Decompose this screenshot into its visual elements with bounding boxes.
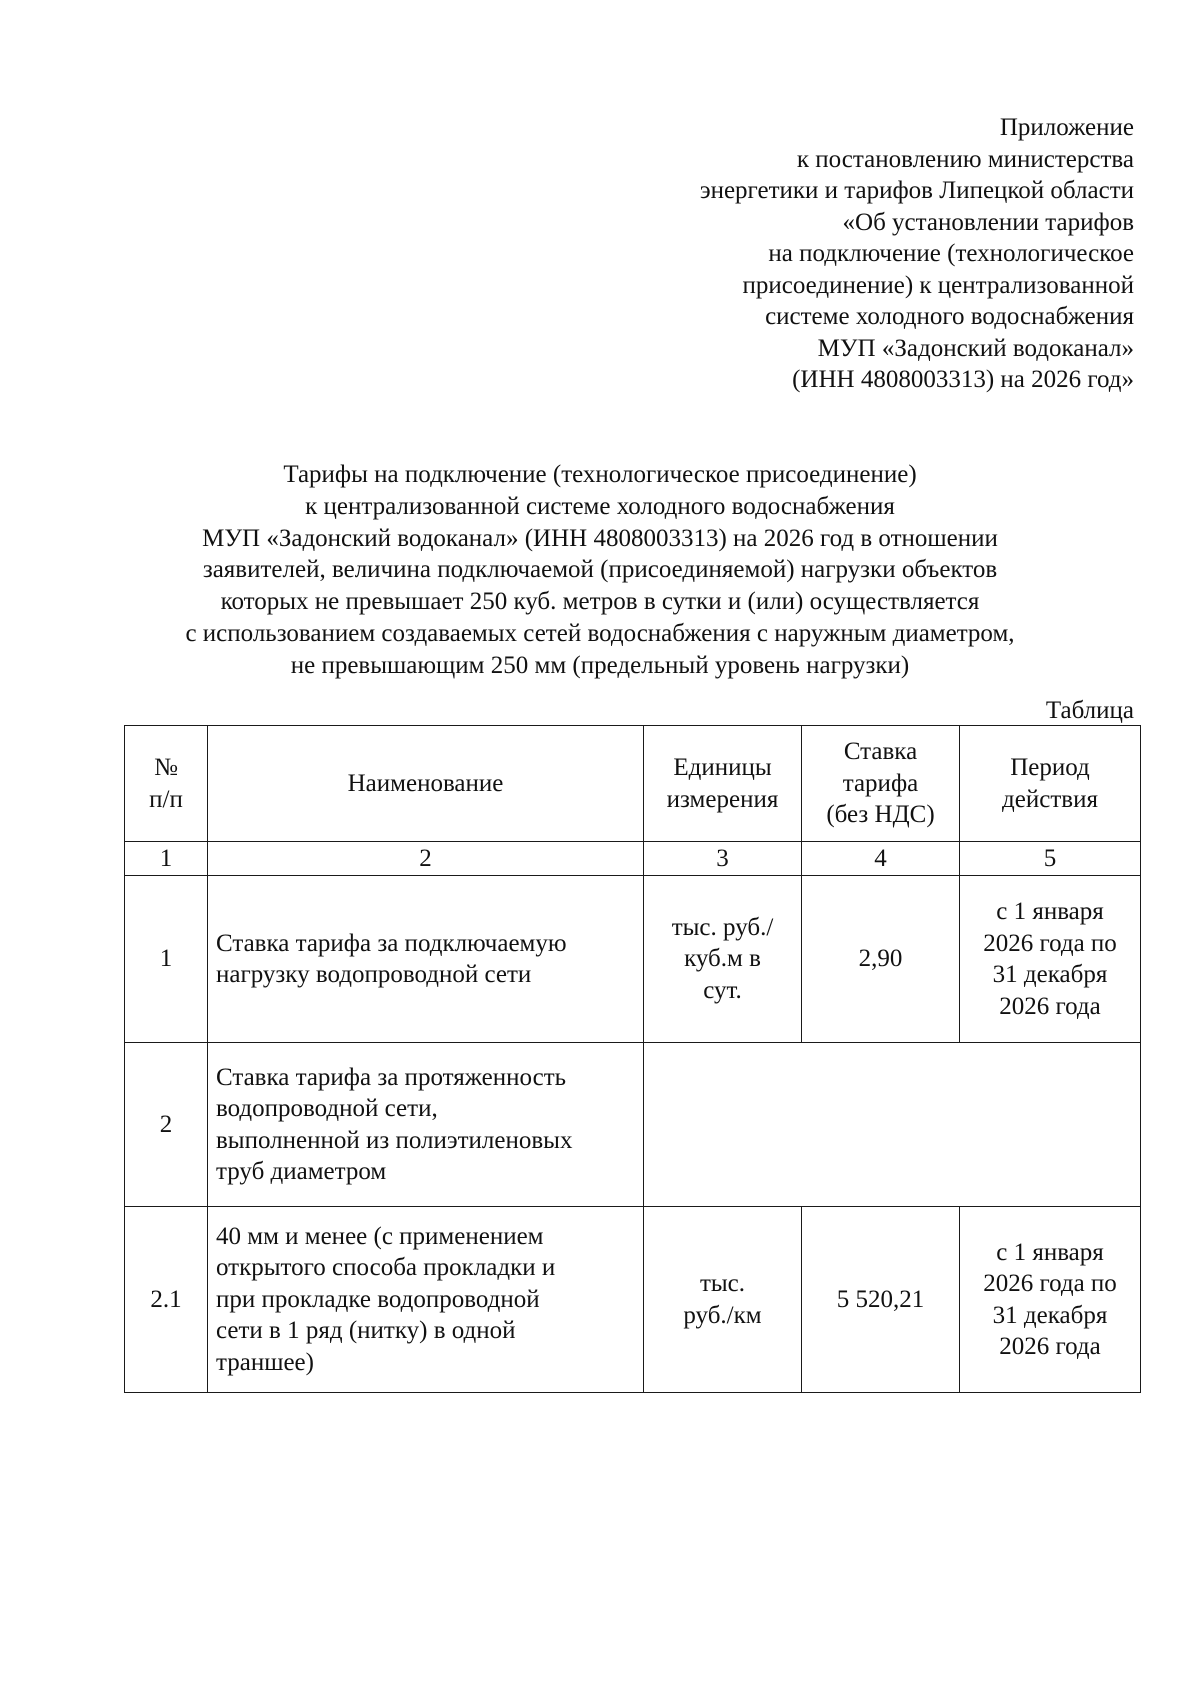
appendix-line: «Об установлении тарифов bbox=[842, 208, 1134, 236]
appendix-line: энергетики и тарифов Липецкой области bbox=[699, 177, 1134, 204]
appendix-line: к постановлению министерства bbox=[796, 145, 1134, 173]
row-rate: 5 520,21 bbox=[802, 1207, 960, 1393]
appendix-line: системе холодного водоснабжения bbox=[765, 303, 1134, 330]
column-number: 2 bbox=[208, 842, 644, 876]
title-line: не превышающим 250 мм (предельный уровень нагрузки) bbox=[290, 651, 910, 679]
appendix-line: МУП «Задонский водоканал» bbox=[817, 334, 1134, 362]
appendix-line: присоединение) к централизованной bbox=[742, 271, 1134, 299]
document-title bbox=[60, 459, 1140, 682]
title-line: заявителей, величина подключаемой (присоединяемой) нагрузки объектов bbox=[202, 556, 998, 584]
row-period: с 1 января 2026 года по 31 декабря 2026 года bbox=[960, 876, 1141, 1043]
row-number: 1 bbox=[125, 876, 208, 1043]
title-line: МУП «Задонский водоканал» (ИНН 4808003313) на 2026 год в отношении bbox=[202, 524, 998, 552]
row-name: Ставка тарифа за подключаемую нагрузку водопроводной сети bbox=[208, 876, 644, 1043]
column-number: 3 bbox=[644, 842, 802, 876]
column-number: 5 bbox=[960, 842, 1141, 876]
table-header-row bbox=[125, 726, 1141, 842]
appendix-line: Приложение bbox=[999, 114, 1134, 141]
title-line: которых не превышает 250 куб. метров в сутки и (или) осуществляется bbox=[220, 588, 980, 616]
row-period: с 1 января 2026 года по 31 декабря 2026 года bbox=[960, 1207, 1141, 1393]
table-row bbox=[125, 1207, 1141, 1393]
column-number: 1 bbox=[125, 842, 208, 876]
table-label: Таблица bbox=[1045, 697, 1134, 724]
column-number-row bbox=[125, 842, 1141, 876]
row-number: 2.1 bbox=[125, 1207, 208, 1393]
table-row bbox=[125, 1043, 1141, 1207]
header-period: Период действия bbox=[960, 726, 1141, 842]
title-line: Тарифы на подключение (технологическое присоединение) bbox=[283, 461, 917, 488]
appendix-line: (ИНН 4808003313) на 2026 год» bbox=[792, 366, 1134, 393]
appendix-block bbox=[534, 112, 1134, 396]
title-line: к централизованной системе холодного водоснабжения bbox=[305, 492, 895, 520]
header-name: Наименование bbox=[208, 726, 644, 842]
row-rate: 2,90 bbox=[802, 876, 960, 1043]
title-line: с использованием создаваемых сетей водоснабжения с наружным диаметром, bbox=[185, 619, 1015, 647]
row-unit: тыс. руб./км bbox=[644, 1207, 802, 1393]
row-unit: тыс. руб./ куб.м в сут. bbox=[644, 876, 802, 1043]
column-number: 4 bbox=[802, 842, 960, 876]
header-unit: Единицы измерения bbox=[644, 726, 802, 842]
row-empty-merged bbox=[644, 1043, 1141, 1207]
header-num: № п/п bbox=[125, 726, 208, 842]
tariff-table bbox=[124, 725, 1141, 1393]
row-name: Ставка тарифа за протяженность водопроводной сети, выполненной из полиэтиленовых труб диаметром bbox=[208, 1043, 644, 1207]
header-rate: Ставка тарифа (без НДС) bbox=[802, 726, 960, 842]
appendix-line: на подключение (технологическое bbox=[768, 240, 1134, 267]
row-name: 40 мм и менее (с применением открытого способа прокладки и при прокладке водопроводной сети в 1 ряд (нитку) в одной траншее) bbox=[208, 1207, 644, 1393]
table-row bbox=[125, 876, 1141, 1043]
row-number: 2 bbox=[125, 1043, 208, 1207]
